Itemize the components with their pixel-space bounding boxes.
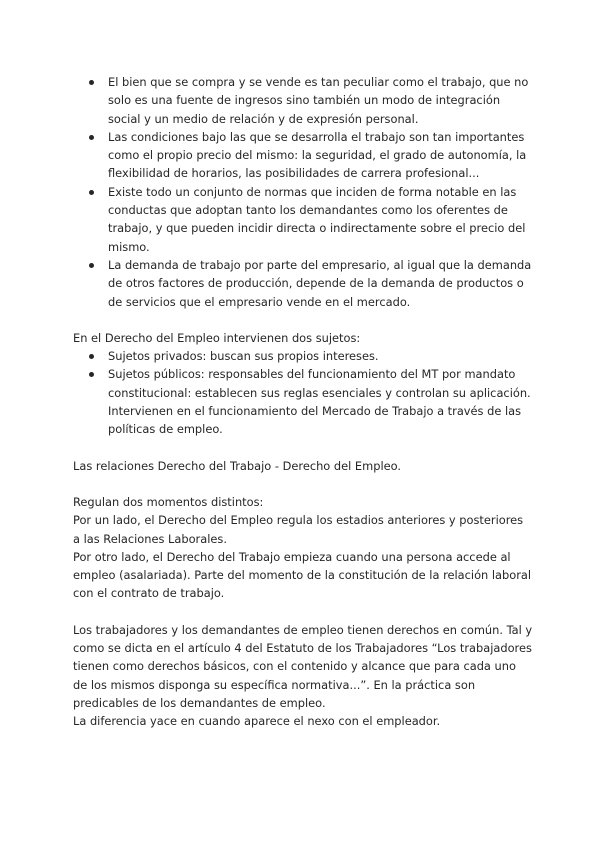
paragraph: La diferencia yace en cuando aparece el nexo con el empleador. bbox=[73, 714, 441, 729]
document-body bbox=[73, 73, 533, 731]
paragraph: Por otro lado, el Derecho del Trabajo empieza cuando una persona accede al empleo (asalariada). Parte del momento de la constitución de la relación laboral con el contrato de trabajo. bbox=[73, 549, 532, 601]
bullet-icon bbox=[89, 263, 94, 268]
bullet-icon bbox=[89, 190, 94, 195]
bullet-icon bbox=[89, 354, 94, 359]
paragraph: Por un lado, el Derecho del Empleo regula los estadios anteriores y posteriores a las Relaciones Laborales. bbox=[73, 513, 524, 546]
list-item: La demanda de trabajo por parte del empresario, al igual que la demanda de otros factores de producción, depende de la demanda de productos o de servicios que el empresario vende en el mercado. bbox=[73, 256, 533, 311]
relaciones-heading: Las relaciones Derecho del Trabajo - Derecho del Empleo. bbox=[73, 458, 402, 473]
list-item: Las condiciones bajo las que se desarrolla el trabajo son tan importantes como el propio precio del mismo: la seguridad, el grado de autonomía, la flexibilidad de horarios, las posibilidades de carrera profesional... bbox=[73, 128, 533, 183]
sujetos-intro: En el Derecho del Empleo intervienen dos sujetos: bbox=[73, 330, 361, 345]
spacer bbox=[73, 603, 533, 621]
bullet-icon bbox=[89, 135, 94, 140]
list-item: Sujetos privados: buscan sus propios intereses. bbox=[73, 347, 533, 365]
list-item: El bien que se compra y se vende es tan peculiar como el trabajo, que no solo es una fuente de ingresos sino también un modo de integración social y un medio de relación y de expresión personal. bbox=[73, 73, 533, 128]
bullet-icon bbox=[89, 372, 94, 377]
list-item: Existe todo un conjunto de normas que inciden de forma notable en las conductas que adoptan tanto los demandantes como los oferentes de trabajo, y que pueden incidir directa o indirectamente sobre el precio del mismo. bbox=[73, 183, 533, 256]
market-characteristics-list bbox=[73, 73, 533, 311]
spacer bbox=[73, 439, 533, 457]
spacer bbox=[73, 311, 533, 329]
list-item: Sujetos públicos: responsables del funcionamiento del MT por mandato constitucional: establecen sus reglas esenciales y controlan su aplicación. Intervienen en el funcionamiento del Mercado de Trabajo a través de las políticas de empleo. bbox=[73, 365, 533, 438]
bullet-icon bbox=[89, 80, 94, 85]
paragraph: Regulan dos momentos distintos: bbox=[73, 494, 264, 509]
paragraph: Los trabajadores y los demandantes de empleo tienen derechos en común. Tal y como se dicta en el artículo 4 del Estatuto de los Trabajadores “Los trabajadores tienen como derechos básicos, con el contenido y alcance que para cada uno de los mismos disponga su específica normativa...”. En la práctica son predicables de los demandantes de empleo. bbox=[73, 622, 533, 710]
spacer bbox=[73, 475, 533, 493]
sujetos-list bbox=[73, 347, 533, 438]
